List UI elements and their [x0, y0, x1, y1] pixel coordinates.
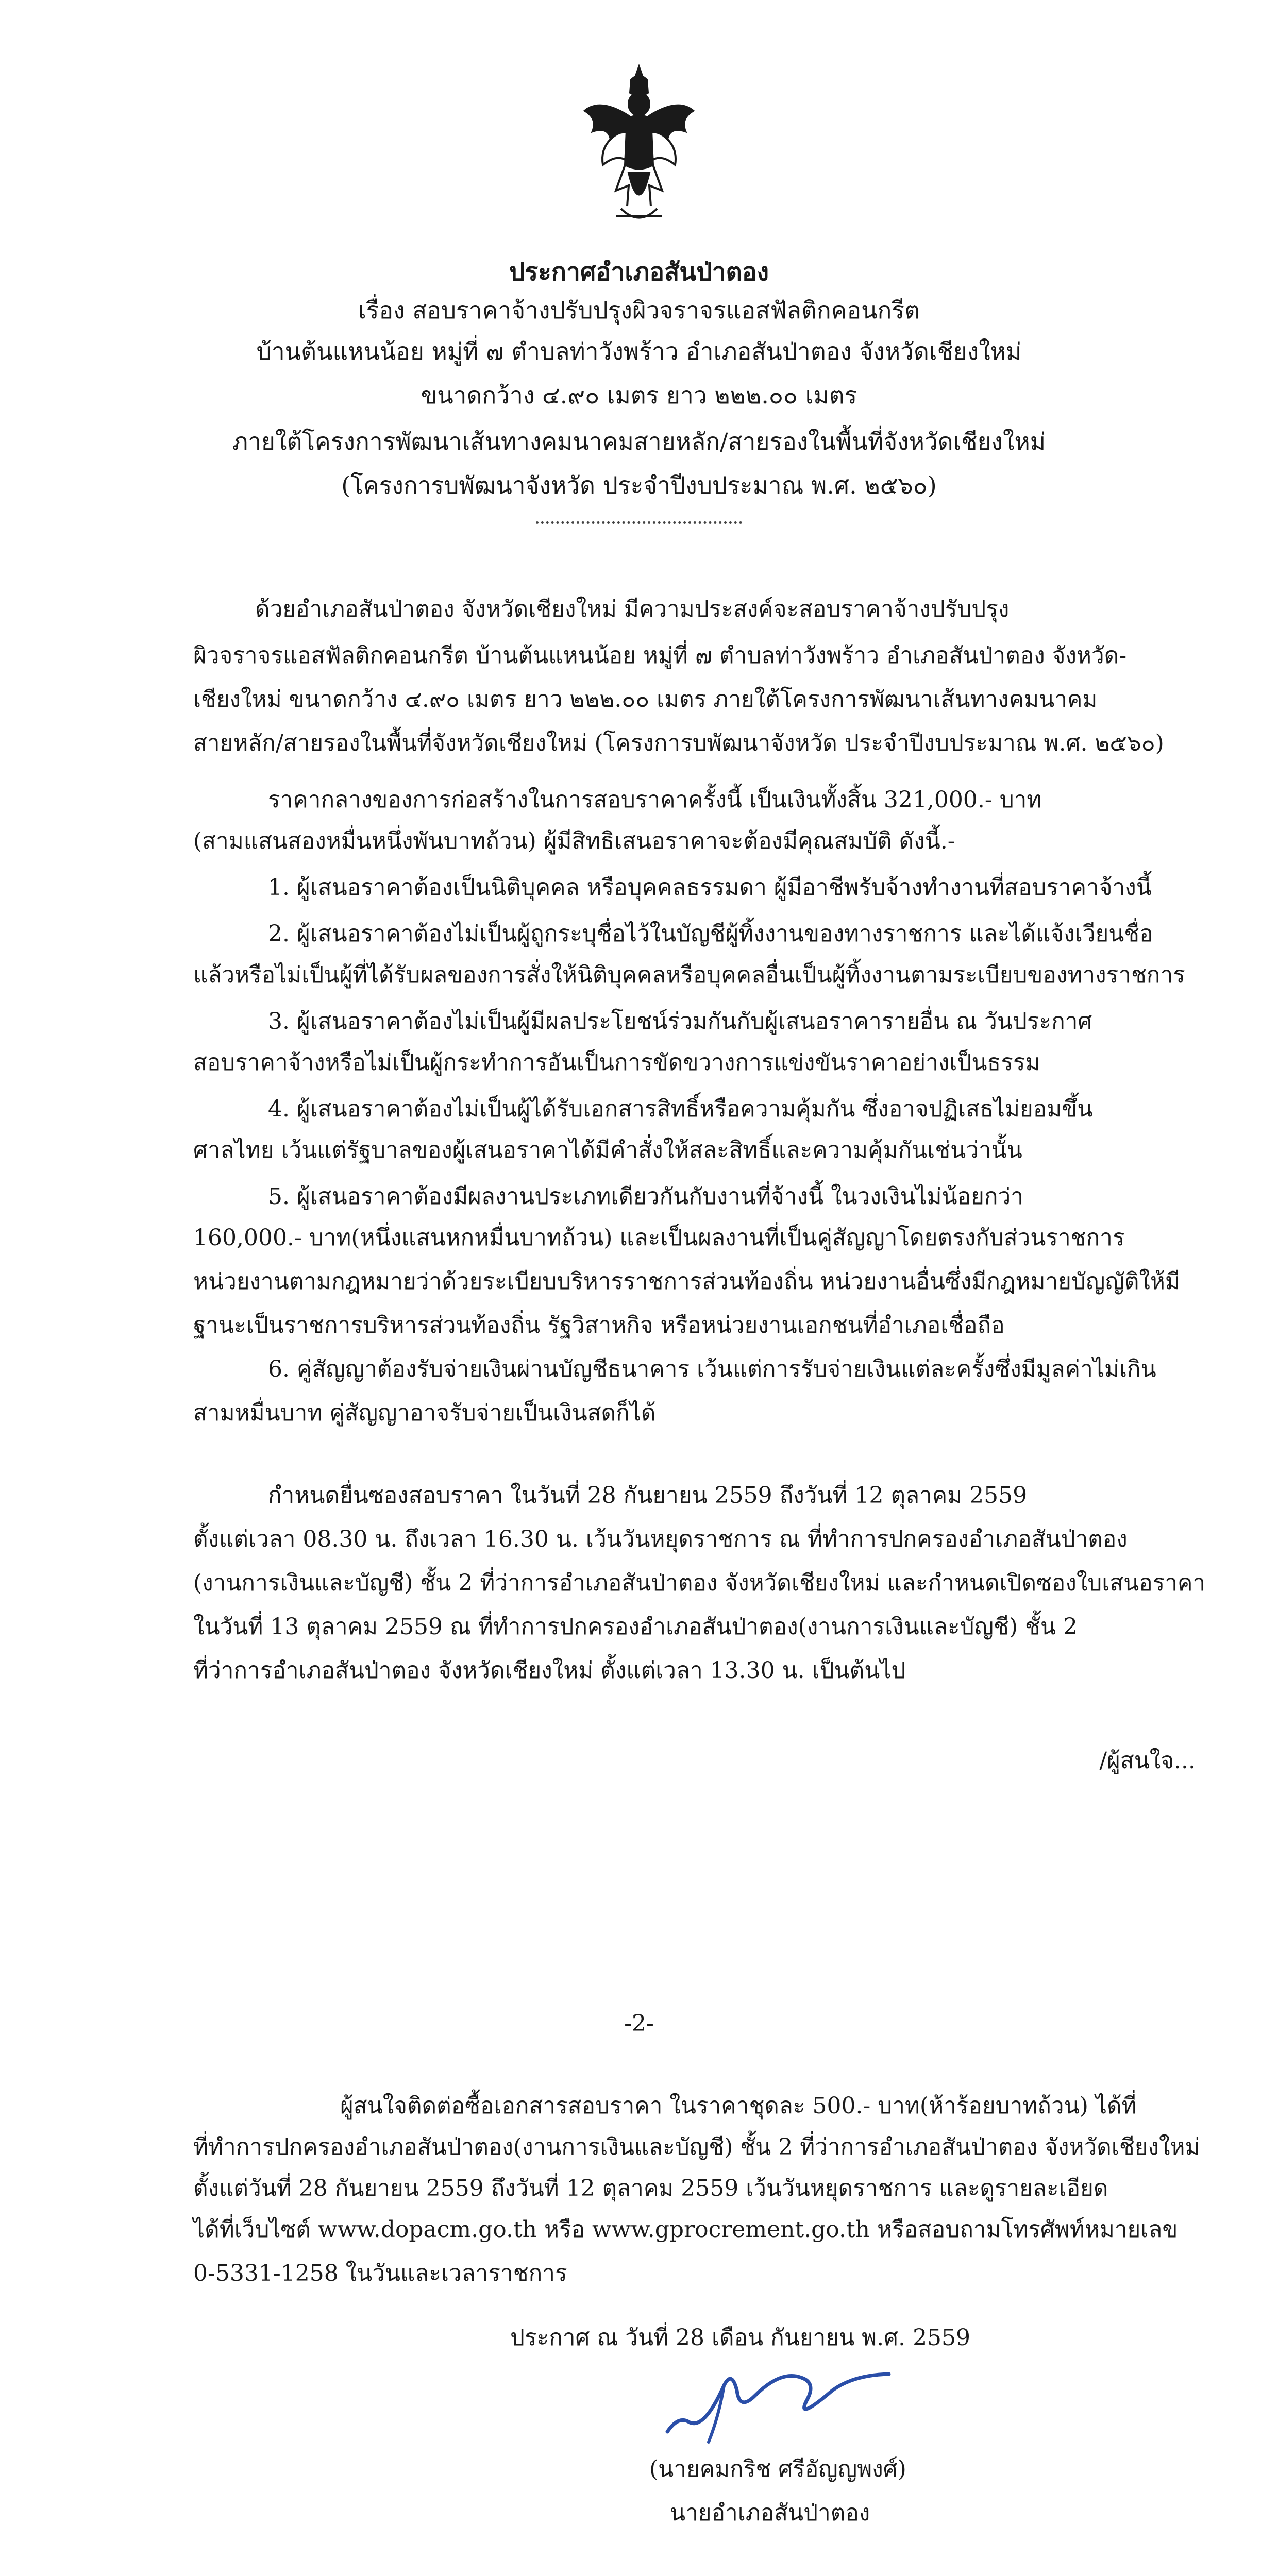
continue-mark: /ผู้สนใจ... [1099, 1748, 1196, 1774]
garuda-emblem-icon [580, 62, 698, 232]
purchase-line-3: ตั้งแต่วันที่ 28 กันยายน 2559 ถึงวันที่ 12 ตุลาคม 2559 เว้นวันหยุดราชการ และดูรายละเอียด [193, 2175, 1108, 2201]
purchase-line-4: ได้ที่เว็บไซต์ www.dopacm.go.th หรือ www.gprocrement.go.th หรือสอบถามโทรศัพท์หมายเลข [193, 2216, 1178, 2243]
schedule-line-1: กำหนดยื่นซองสอบราคา ในวันที่ 28 กันยายน 2559 ถึงวันที่ 12 ตุลาคม 2559 [268, 1482, 1028, 1509]
subject-line-2: บ้านต้นแหนน้อย หมู่ที่ ๗ ตำบลท่าวังพร้าว อำเภอสันป่าตอง จังหวัดเชียงใหม่ [256, 337, 1022, 365]
price-line-1: ราคากลางของการก่อสร้างในการสอบราคาครั้งนี้ เป็นเงินทั้งสิ้น 321,000.- บาท [268, 787, 1042, 813]
intro-line-2: ผิวจราจรแอสฟัลติกคอนกรีต บ้านต้นแหนน้อย หมู่ที่ ๗ ตำบลท่าวังพร้าว อำเภอสันป่าตอง จังหวัด- [193, 642, 1127, 669]
signature-image [647, 2354, 904, 2452]
qualification-6-line-1: 6. คู่สัญญาต้องรับจ่ายเงินผ่านบัญชีธนาคาร เว้นแต่การรับจ่ายเงินแต่ละครั้งซึ่งมีมูลค่าไม่เกิน [268, 1356, 1156, 1382]
schedule-line-2: ตั้งแต่เวลา 08.30 น. ถึงเวลา 16.30 น. เว้นวันหยุดราชการ ณ ที่ทำการปกครองอำเภอสันป่าตอง [193, 1526, 1128, 1552]
qualification-1: 1. ผู้เสนอราคาต้องเป็นนิติบุคคล หรือบุคคลธรรมดา ผู้มีอาชีพรับจ้างทำงานที่สอบราคาจ้างนี้ [268, 874, 1152, 901]
qualification-5-line-4: ฐานะเป็นราชการบริหารส่วนท้องถิ่น รัฐวิสาหกิจ หรือหน่วยงานเอกชนที่อำเภอเชื่อถือ [193, 1312, 1005, 1338]
qualification-3-line-2: สอบราคาจ้างหรือไม่เป็นผู้กระทำการอันเป็นการขัดขวางการแข่งขันราคาอย่างเป็นธรรม [193, 1049, 1040, 1076]
subject-line-1: เรื่อง สอบราคาจ้างปรับปรุงผิวจราจรแอสฟัลติกคอนกรีต [358, 296, 920, 324]
qualification-6-line-2: สามหมื่นบาท คู่สัญญาอาจรับจ่ายเป็นเงินสดก็ได้ [193, 1400, 656, 1426]
subject-line-3: ขนาดกว้าง ๔.๙๐ เมตร ยาว ๒๒๒.๐๐ เมตร [421, 381, 857, 409]
qualification-5-line-3: หน่วยงานตามกฎหมายว่าด้วยระเบียบบริหารราชการส่วนท้องถิ่น หน่วยงานอื่นซึ่งมีกฎหมายบัญญัติให้มี [193, 1268, 1180, 1295]
separator-dots [536, 521, 742, 524]
signer-name: (นายคมกริช ศรีอัญญพงศ์) [649, 2456, 906, 2482]
qualification-5-line-2: 160,000.- บาท(หนึ่งแสนหกหมื่นบาทถ้วน) และเป็นผลงานที่เป็นคู่สัญญาโดยตรงกับส่วนราชการ [193, 1225, 1125, 1251]
intro-line-1: ด้วยอำเภอสันป่าตอง จังหวัดเชียงใหม่ มีความประสงค์จะสอบราคาจ้างปรับปรุง [255, 596, 1010, 622]
intro-line-4: สายหลัก/สายรองในพื้นที่จังหวัดเชียงใหม่ (โครงการบพัฒนาจังหวัด ประจำปีงบประมาณ พ.ศ. ๒๕๖๐) [193, 730, 1164, 756]
schedule-line-3: (งานการเงินและบัญชี) ชั้น 2 ที่ว่าการอำเภอสันป่าตอง จังหวัดเชียงใหม่ และกำหนดเปิดซองใบเสนอราคา [193, 1570, 1206, 1596]
purchase-line-5: 0-5331-1258 ในวันและเวลาราชการ [193, 2260, 567, 2286]
purchase-line-2: ที่ทำการปกครองอำเภอสันป่าตอง(งานการเงินและบัญชี) ชั้น 2 ที่ว่าการอำเภอสันป่าตอง จังหวัดเชียงใหม่ [193, 2134, 1200, 2160]
qualification-5-line-1: 5. ผู้เสนอราคาต้องมีผลงานประเภทเดียวกันกับงานที่จ้างนี้ ในวงเงินไม่น้อยกว่า [268, 1183, 1023, 1210]
qualification-2-line-2: แล้วหรือไม่เป็นผู้ที่ได้รับผลของการสั่งให้นิติบุคคลหรือบุคคลอื่นเป็นผู้ทิ้งงานตามระเบียบของทางราชการ [193, 962, 1185, 988]
qualification-2-line-1: 2. ผู้เสนอราคาต้องไม่เป็นผู้ถูกระบุชื่อไว้ในบัญชีผู้ทิ้งงานของทางราชการ และได้แจ้งเวียนชื่อ [268, 921, 1153, 947]
subject-line-5: (โครงการบพัฒนาจังหวัด ประจำปีงบประมาณ พ.ศ. ๒๕๖๐) [341, 471, 937, 499]
intro-line-3: เชียงใหม่ ขนาดกว้าง ๔.๙๐ เมตร ยาว ๒๒๒.๐๐ เมตร ภายใต้โครงการพัฒนาเส้นทางคมนาคม [193, 686, 1098, 713]
purchase-line-1: ผู้สนใจติดต่อซื้อเอกสารสอบราคา ในราคาชุดละ 500.- บาท(ห้าร้อยบาทถ้วน) ได้ที่ [340, 2093, 1137, 2119]
signer-title: นายอำเภอสันป่าตอง [670, 2500, 870, 2526]
subject-line-4: ภายใต้โครงการพัฒนาเส้นทางคมนาคมสายหลัก/สายรองในพื้นที่จังหวัดเชียงใหม่ [232, 428, 1046, 455]
qualification-4-line-2: ศาลไทย เว้นแต่รัฐบาลของผู้เสนอราคาได้มีคำสั่งให้สละสิทธิ์และความคุ้มกันเช่นว่านั้น [193, 1137, 1022, 1163]
schedule-line-4: ในวันที่ 13 ตุลาคม 2559 ณ ที่ทำการปกครองอำเภอสันป่าตอง(งานการเงินและบัญชี) ชั้น 2 [193, 1614, 1078, 1640]
announce-date: ประกาศ ณ วันที่ 28 เดือน กันยายน พ.ศ. 2559 [510, 2325, 971, 2351]
qualification-3-line-1: 3. ผู้เสนอราคาต้องไม่เป็นผู้มีผลประโยชน์ร่วมกันกับผู้เสนอราคารายอื่น ณ วันประกาศ [268, 1008, 1092, 1035]
page-number: -2- [624, 2010, 654, 2037]
schedule-line-5: ที่ว่าการอำเภอสันป่าตอง จังหวัดเชียงใหม่ ตั้งแต่เวลา 13.30 น. เป็นต้นไป [193, 1657, 906, 1684]
announcement-title: ประกาศอำเภอสันป่าตอง [509, 258, 769, 286]
price-line-2: (สามแสนสองหมื่นหนึ่งพันบาทถ้วน) ผู้มีสิทธิเสนอราคาจะต้องมีคุณสมบัติ ดังนี้.- [193, 828, 955, 854]
qualification-4-line-1: 4. ผู้เสนอราคาต้องไม่เป็นผู้ได้รับเอกสารสิทธิ์หรือความคุ้มกัน ซึ่งอาจปฏิเสธไม่ยอมขึ้น [268, 1096, 1093, 1122]
